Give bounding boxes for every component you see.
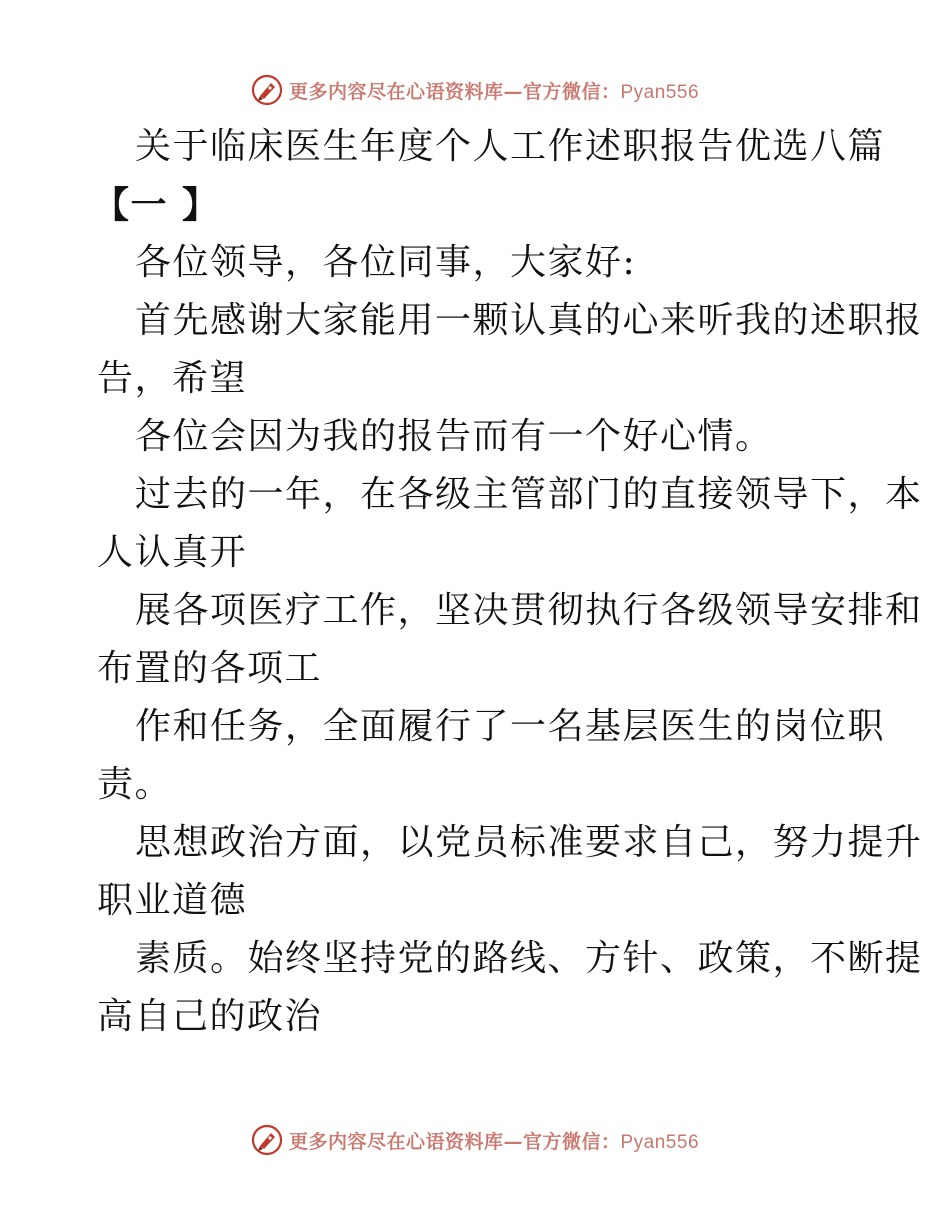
- paragraph-line: 各位领导，各位同事，大家好:: [135, 242, 637, 283]
- paragraph-line: 素质。始终坚持党的路线、方针、政策，不断提: [135, 938, 923, 979]
- header-watermark-text: 更多内容尽在心语资料库—官方微信：Pyan556: [288, 80, 700, 103]
- paragraph-line: 人认真开: [97, 532, 248, 573]
- paragraph-line: 职业道德: [97, 880, 248, 921]
- header-wechat-id: Pyan556: [620, 81, 700, 103]
- paragraph-line: 告，希望: [97, 358, 248, 399]
- paragraph-line: 布置的各项工: [97, 648, 323, 689]
- document-title: 关于临床医生年度个人工作述职报告优选八篇: [135, 126, 886, 167]
- document-body: [93, 118, 923, 1046]
- paragraph-line: 各位会因为我的报告而有一个好心情。: [135, 416, 773, 457]
- paragraph-line: 作和任务，全面履行了一名基层医生的岗位职: [135, 706, 886, 747]
- header-watermark-banner: [0, 70, 950, 110]
- paragraph-line: 责。: [97, 764, 173, 805]
- footer-watermark-text: 更多内容尽在心语资料库—官方微信：Pyan556: [288, 1130, 700, 1153]
- pen-nib-logo-icon: [251, 1124, 283, 1156]
- paragraph-line: 过去的一年，在各级主管部门的直接领导下，本: [135, 474, 923, 515]
- paragraph-line: 展各项医疗工作，坚决贯彻执行各级领导安排和: [135, 590, 923, 631]
- paragraph-line: 思想政治方面，以党员标准要求自己，努力提升: [135, 822, 923, 863]
- pen-nib-logo-icon: [251, 74, 283, 106]
- paragraph-line: 高自己的政治: [97, 996, 323, 1037]
- footer-wechat-id: Pyan556: [620, 1131, 700, 1153]
- paragraph-line: 首先感谢大家能用一颗认真的心来听我的述职报: [135, 300, 923, 341]
- footer-watermark-banner: [0, 1120, 950, 1160]
- section-marker: 【一 】: [93, 184, 220, 226]
